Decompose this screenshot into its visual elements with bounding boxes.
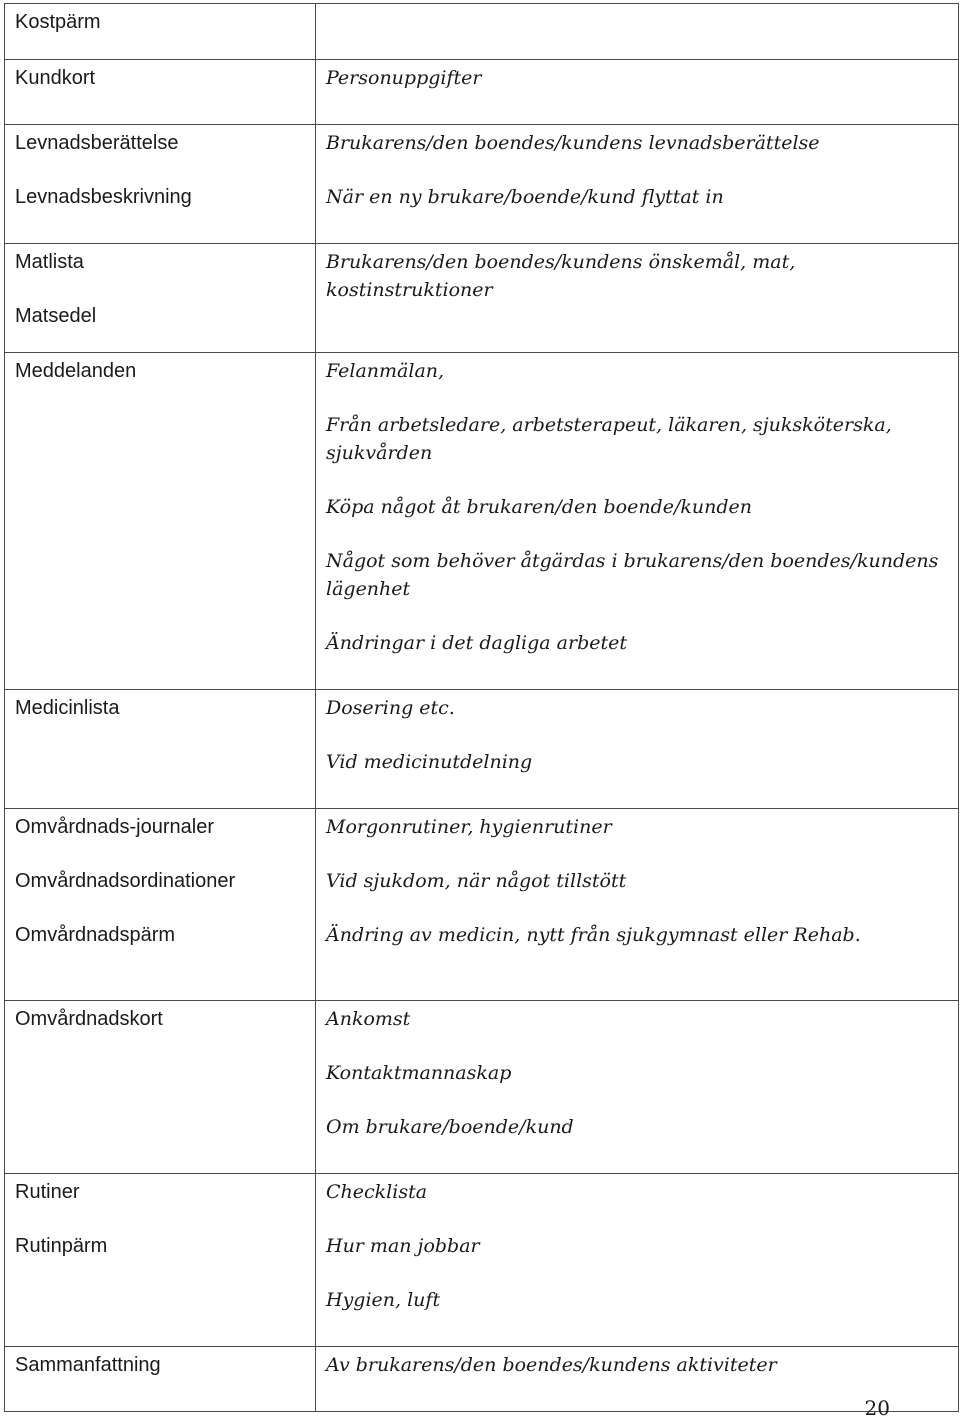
category-cell [5, 1347, 316, 1412]
description-text: Från arbetsledare, arbetsterapeut, läkaren, sjuksköterska, sjukvården [326, 414, 892, 464]
description-text: Vid medicinutdelning [326, 751, 533, 773]
description-text: Hur man jobbar [326, 1235, 480, 1257]
description-cell [316, 1001, 959, 1174]
description-text: Personuppgifter [326, 67, 482, 89]
category-cell [5, 1174, 316, 1347]
description-text: Vid sjukdom, när något tillstött [326, 870, 627, 892]
description-text: Morgonrutiner, hygienrutiner [326, 816, 612, 838]
category-cell [5, 1001, 316, 1174]
description-text: Kontaktmannaskap [326, 1062, 512, 1084]
category-label: Meddelanden [15, 360, 137, 382]
category-cell [5, 244, 316, 353]
description-cell [316, 125, 959, 244]
category-label: Rutinpärm [15, 1235, 108, 1257]
category-cell [5, 60, 316, 125]
category-cell [5, 125, 316, 244]
description-text: Dosering etc. [326, 697, 455, 719]
category-label: Kostpärm [15, 11, 101, 33]
table-row [5, 1174, 959, 1347]
description-cell [316, 1174, 959, 1347]
category-label: Rutiner [15, 1181, 80, 1203]
page-number: 20 [864, 1396, 890, 1420]
category-label: Levnadsberättelse [15, 132, 179, 154]
table-row [5, 353, 959, 690]
document-table [4, 3, 959, 1412]
description-text: Ändringar i det dagliga arbetet [326, 632, 627, 654]
category-label: Levnadsbeskrivning [15, 186, 192, 208]
category-label: Medicinlista [15, 697, 120, 719]
table-row [5, 4, 959, 60]
description-text: Hygien, luft [326, 1289, 441, 1311]
description-text: Brukarens/den boendes/kundens levnadsberättelse [326, 132, 820, 154]
description-text: Checklista [326, 1181, 428, 1203]
description-text: Köpa något åt brukaren/den boende/kunden [326, 496, 752, 518]
description-text: Ankomst [326, 1008, 411, 1030]
description-cell [316, 60, 959, 125]
table-row [5, 244, 959, 353]
category-label: Omvårdnads-journaler [15, 816, 214, 838]
table-row [5, 690, 959, 809]
description-text: Något som behöver åtgärdas i brukarens/den boendes/kundens lägenhet [326, 550, 939, 600]
description-text: Ändring av medicin, nytt från sjukgymnast eller Rehab. [326, 924, 861, 946]
category-cell [5, 690, 316, 809]
description-text: När en ny brukare/boende/kund flyttat in [326, 186, 724, 208]
description-cell [316, 809, 959, 1001]
category-cell [5, 353, 316, 690]
category-cell [5, 809, 316, 1001]
description-text: Om brukare/boende/kund [326, 1116, 574, 1138]
description-text: Brukarens/den boendes/kundens önskemål, mat, kostinstruktioner [326, 251, 796, 301]
description-text: Felanmälan, [326, 360, 445, 382]
category-label: Matsedel [15, 305, 97, 327]
category-label: Matlista [15, 251, 84, 273]
description-cell [316, 244, 959, 353]
table-row [5, 125, 959, 244]
table-row [5, 1347, 959, 1412]
table-row [5, 1001, 959, 1174]
category-label: Omvårdnadskort [15, 1008, 163, 1030]
table-row [5, 809, 959, 1001]
table-row [5, 60, 959, 125]
description-text: Av brukarens/den boendes/kundens aktiviteter [326, 1354, 777, 1376]
category-label: Omvårdnadspärm [15, 924, 176, 946]
category-label: Sammanfattning [15, 1354, 161, 1376]
description-cell [316, 4, 959, 60]
description-cell [316, 690, 959, 809]
description-cell [316, 353, 959, 690]
description-cell [316, 1347, 959, 1412]
document-table-body [5, 4, 959, 1412]
category-label: Omvårdnadsordinationer [15, 870, 236, 892]
category-label: Kundkort [15, 67, 96, 89]
category-cell [5, 4, 316, 60]
